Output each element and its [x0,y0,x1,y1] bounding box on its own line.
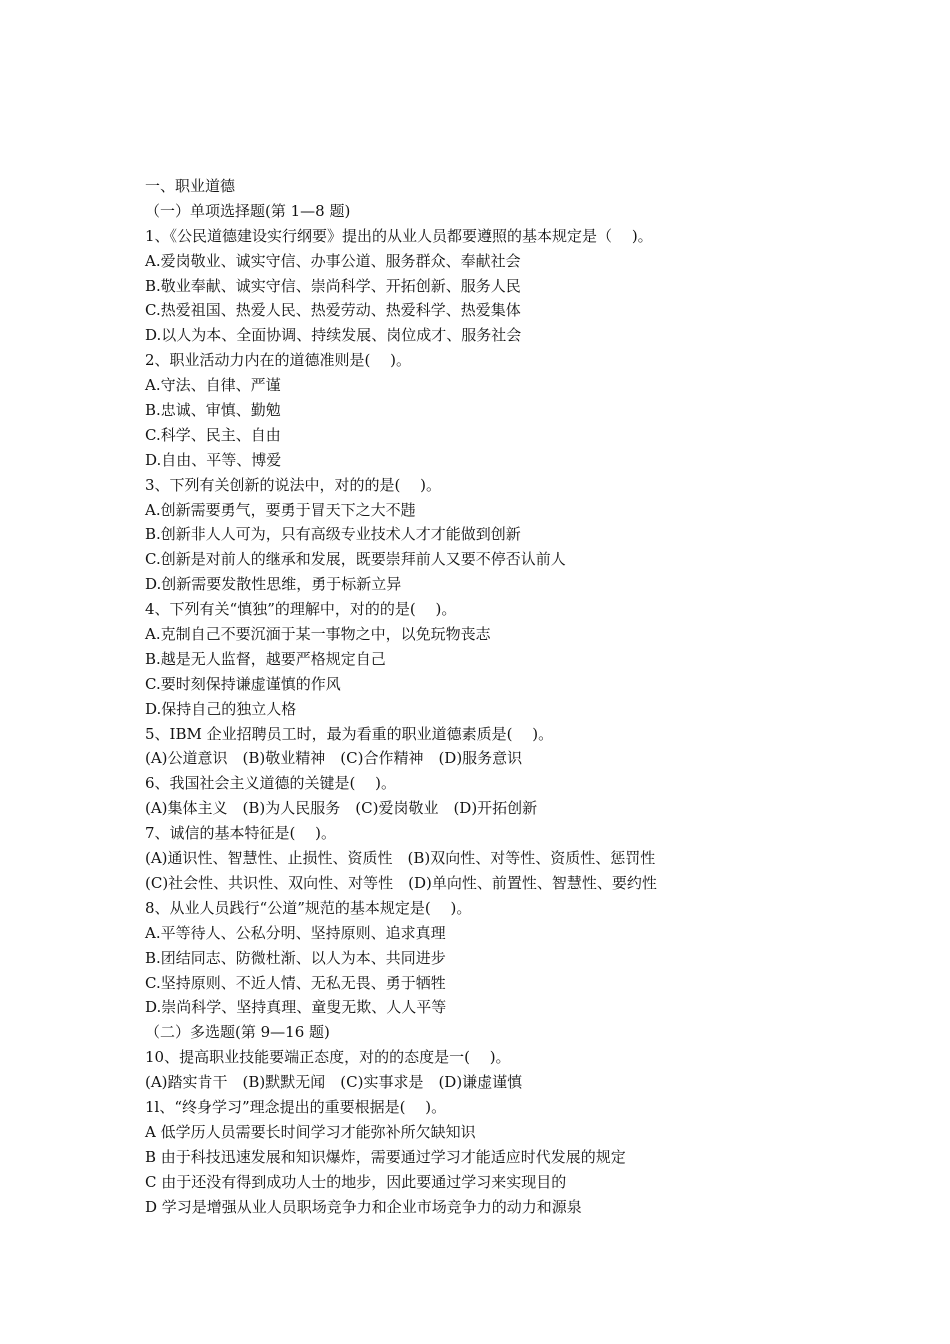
subsection-heading: （一）单项选择题(第 1—8 题) [145,201,351,220]
option-line: D.自由、平等、博爱 [145,450,282,469]
option-line: (A)公道意识 (B)敬业精神 (C)合作精神 (D)服务意识 [145,749,523,768]
option-line: C.科学、民主、自由 [145,425,281,444]
option-line: D.保持自己的独立人格 [145,699,297,718]
option-line: A 低学历人员需要长时间学习才能弥补所欠缺知识 [145,1122,476,1141]
question-10: 10、提高职业技能要端正态度，对的的态度是一( )。 [145,1048,511,1067]
option-line: (A)踏实肯干 (B)默默无闻 (C)实事求是 (D)谦虚谨慎 [145,1073,523,1092]
option-line: (A)集体主义 (B)为人民服务 (C)爱岗敬业 (D)开拓创新 [145,799,538,818]
option-line: D 学习是增强从业人员职场竞争力和企业市场竞争力的动力和源泉 [145,1197,582,1216]
option-line: C.坚持原则、不近人情、无私无畏、勇于牺牲 [145,973,446,992]
option-line: A.爱岗敬业、诚实守信、办事公道、服务群众、奉献社会 [145,251,521,270]
option-line: B 由于科技迅速发展和知识爆炸，需要通过学习才能适应时代发展的规定 [145,1147,626,1166]
option-line: B.敬业奉献、诚实守信、崇尚科学、开拓创新、服务人民 [145,276,521,295]
option-line: C 由于还没有得到成功人士的地步，因此要通过学习来实现目的 [145,1172,567,1191]
option-line: C.创新是对前人的继承和发展，既要崇拜前人又要不停否认前人 [145,550,566,569]
option-line: A.守法、自律、严谨 [145,376,281,395]
document-body [145,174,865,1219]
question-11: 1l、“终身学习”理念提出的重要根据是( )。 [145,1097,447,1116]
option-line: A.平等待人、公私分明、坚持原则、追求真理 [145,923,446,942]
option-line: D.以人为本、全面协调、持续发展、岗位成才、服务社会 [145,326,522,345]
option-line: B.创新非人人可为，只有高级专业技术人才才能做到创新 [145,525,521,544]
question-3: 3、下列有关创新的说法中，对的的是( )。 [145,475,442,494]
option-line: A.创新需要勇气，要勇于冒天下之大不韪 [145,500,416,519]
section-heading: 一、职业道德 [145,177,236,195]
question-2: 2、职业活动力内在的道德准则是( )。 [145,351,412,370]
option-line: C.热爱祖国、热爱人民、热爱劳动、热爱科学、热爱集体 [145,301,521,320]
question-7: 7、诚信的基本特征是( )。 [145,824,337,843]
option-line: D.创新需要发散性思维，勇于标新立异 [145,575,402,594]
question-4: 4、下列有关“慎独”的理解中，对的的是( )。 [145,600,457,619]
option-line: B.越是无人监督，越要严格规定自己 [145,649,386,668]
option-line: (C)社会性、共识性、双向性、对等性 (D)单向性、前置性、智慧性、要约性 [145,873,657,892]
option-line: (A)通识性、智慧性、止损性、资质性 (B)双向性、对等性、资质性、惩罚性 [145,849,656,868]
option-line: A.克制自己不要沉湎于某一事物之中，以免玩物丧志 [145,625,491,644]
option-line: B.团结同志、防微杜渐、以人为本、共同进步 [145,948,446,967]
option-line: B.忠诚、审慎、勤勉 [145,401,281,420]
question-5: 5、IBM 企业招聘员工时，最为看重的职业道德素质是( )。 [145,724,554,743]
subsection-heading: （二）多选题(第 9—16 题) [145,1023,330,1042]
question-1: 1、《公民道德建设实行纲要》提出的从业人员都要遵照的基本规定是（ )。 [145,226,653,245]
option-line: D.崇尚科学、坚持真理、童叟无欺、人人平等 [145,998,447,1017]
option-line: C.要时刻保持谦虚谨慎的作风 [145,674,341,693]
question-8: 8、从业人员践行“公道”规范的基本规定是( )。 [145,898,472,917]
question-6: 6、我国社会主义道德的关键是( )。 [145,774,397,793]
